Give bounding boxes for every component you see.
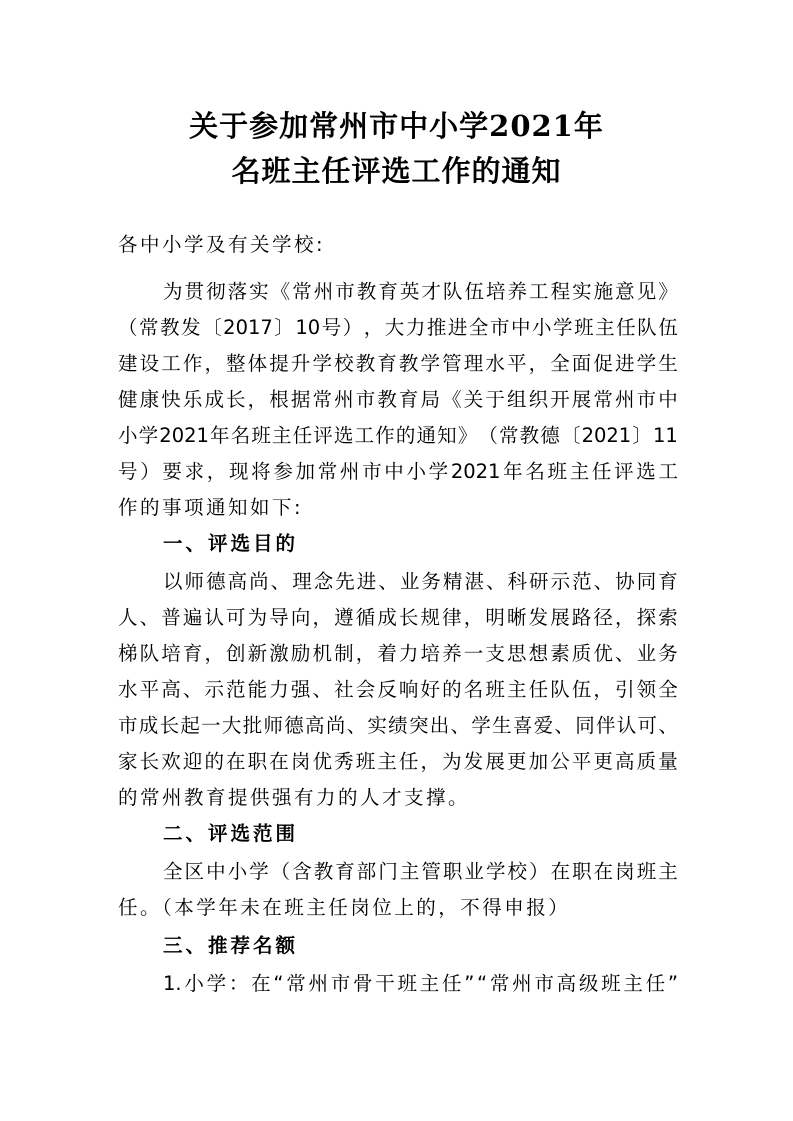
para1-line: 作的事项通知如下: <box>118 496 304 519</box>
para1-line: （ 常 教 发 〔 2017 〕 10 号 ） ， 大 力 推 进 全 市 中 小 学 班 主 任 队 伍 <box>118 316 678 339</box>
para2-line: 人 、 普 遍 认 可 为 导 向 ， 遵 循 成 长 规 律 ， 明 晰 发 展 路 径 ， 探 索 <box>118 606 678 629</box>
document-title-line-1: 关于参加常州市中小学2021年 <box>189 109 604 143</box>
para2-line: 市 成 长 起 一 大 批 师 德 高 尚 、 实 绩 突 出 、 学 生 喜 爱 、 同 伴 认 可 、 <box>118 714 678 737</box>
para2-line: 以 师 德 高 尚 、 理 念 先 进 、 业 务 精 湛 、 科 研 示 范 、 协 同 育 <box>163 570 678 593</box>
para1-line: 小 学 2021 年 名 班 主 任 评 选 工 作 的 通 知 》 （ 常 教 德 〔 2021 〕 11 <box>118 424 678 447</box>
section-heading-1: 一、评选目的 <box>163 532 299 555</box>
para2-line: 的常州教育提供强有力的人才支撑。 <box>118 786 471 809</box>
para1-line: 健 康 快 乐 成 长 ， 根 据 常 州 市 教 育 局 《 关 于 组 织 开 展 常 州 市 中 <box>118 388 678 411</box>
para1-line: 为 贯 彻 落 实 《 常 州 市 教 育 英 才 队 伍 培 养 工 程 实 施 意 见 》 <box>163 280 678 303</box>
para1-line: 号 ） 要 求 ， 现 将 参 加 常 州 市 中 小 学 2021 年 名 班 主 任 评 选 工 <box>118 460 678 483</box>
para2-line: 家 长 欢 迎 的 在 职 在 岗 优 秀 班 主 任 ， 为 发 展 更 加 公 平 更 高 质 量 <box>118 750 678 773</box>
section-heading-3: 三、推荐名额 <box>163 934 299 957</box>
para4-line: 1. 小 学 ： 在 “ 常 州 市 骨 干 班 主 任 ” “ 常 州 市 高 级 班 主 任 ” <box>163 972 678 995</box>
para3-line: 任。（本学年未在班主任岗位上的，不得申报） <box>118 896 571 919</box>
para2-line: 梯 队 培 育 ， 创 新 激 励 机 制 ， 着 力 培 养 一 支 思 想 素 质 优 、 业 务 <box>118 642 678 665</box>
para2-line: 水 平 高 、 示 范 能 力 强 、 社 会 反 响 好 的 名 班 主 任 队 伍 ， 引 领 全 <box>118 678 678 701</box>
document-title-line-2: 名班主任评选工作的通知 <box>231 154 562 188</box>
para1-line: 建 设 工 作 ， 整 体 提 升 学 校 教 育 教 学 管 理 水 平 ， 全 面 促 进 学 生 <box>118 352 678 375</box>
salutation: 各中小学及有关学校: <box>118 233 326 256</box>
para3-line: 全 区 中 小 学 （ 含 教 育 部 门 主 管 职 业 学 校 ） 在 职 在 岗 班 主 <box>163 860 678 883</box>
section-heading-2: 二、评选范围 <box>163 822 299 845</box>
